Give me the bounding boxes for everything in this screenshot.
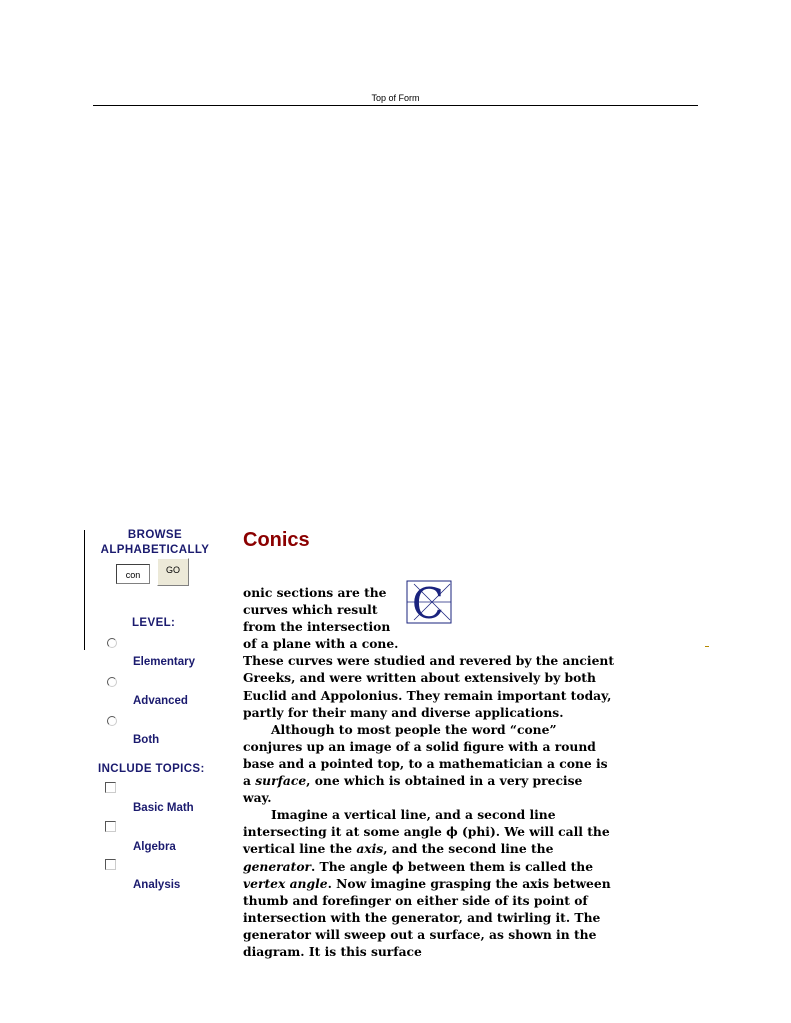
paragraph-history: These curves were studied and revered by the ancient Greeks, and were written about extensively by both Euclid and Appolonius. They remain important today, partly for their many and diverse applications. bbox=[243, 653, 615, 720]
topic-label-algebra: Algebra bbox=[133, 841, 176, 853]
paragraph-generator: Imagine a vertical line, and a second line intersecting it at some angle ϕ (phi). We will call the vertical line the axis, and the second line the generator. The angle ϕ between them is called the vertex angle. Now imagine grasping the axis between thumb and forefinger on either side of its point of intersection with the generator, and twirling it. The generator will sweep out a surface, as shown in the diagram. It is this surface bbox=[243, 807, 611, 959]
level-radio-elementary[interactable] bbox=[107, 638, 117, 648]
level-radio-both[interactable] bbox=[107, 716, 117, 726]
browse-title: BROWSE ALPHABETICALLY bbox=[100, 529, 210, 556]
level-label-advanced: Advanced bbox=[133, 695, 188, 707]
level-label-both: Both bbox=[133, 734, 160, 746]
topics-heading: INCLUDE TOPICS: bbox=[98, 763, 205, 775]
phi-symbol: ϕ bbox=[392, 858, 404, 874]
top-of-form-label: Top of Form bbox=[93, 92, 698, 106]
left-divider bbox=[84, 530, 85, 650]
level-heading: LEVEL: bbox=[132, 617, 176, 629]
topic-checkbox-basic-math[interactable] bbox=[105, 782, 116, 793]
topic-label-analysis: Analysis bbox=[133, 879, 181, 891]
paragraph-cone-surface: Although to most people the word “cone” conjures up an image of a solid figure with a round base and a pointed top, to a mathematician a cone is a surface, one which is obtained in a very precise way. bbox=[243, 721, 608, 806]
intro-line: from the intersection bbox=[243, 619, 391, 635]
phi-symbol: ϕ bbox=[446, 824, 458, 840]
go-button[interactable]: GO bbox=[157, 558, 189, 586]
topic-checkbox-algebra[interactable] bbox=[105, 821, 116, 832]
intro-line: of a plane with a cone. bbox=[243, 636, 399, 652]
intro-line: onic sections are the bbox=[243, 585, 387, 600]
logo-letter: C bbox=[411, 580, 445, 624]
topic-label-basic-math: Basic Math bbox=[133, 802, 194, 814]
page-title: Conics bbox=[243, 529, 310, 551]
topic-checkbox-analysis[interactable] bbox=[105, 859, 116, 870]
search-input[interactable]: con bbox=[116, 564, 150, 584]
stray-mark bbox=[705, 646, 709, 647]
level-radio-advanced[interactable] bbox=[107, 677, 117, 687]
intro-line: curves which result bbox=[243, 602, 378, 618]
article-body bbox=[243, 584, 615, 960]
level-label-elementary: Elementary bbox=[133, 656, 196, 668]
